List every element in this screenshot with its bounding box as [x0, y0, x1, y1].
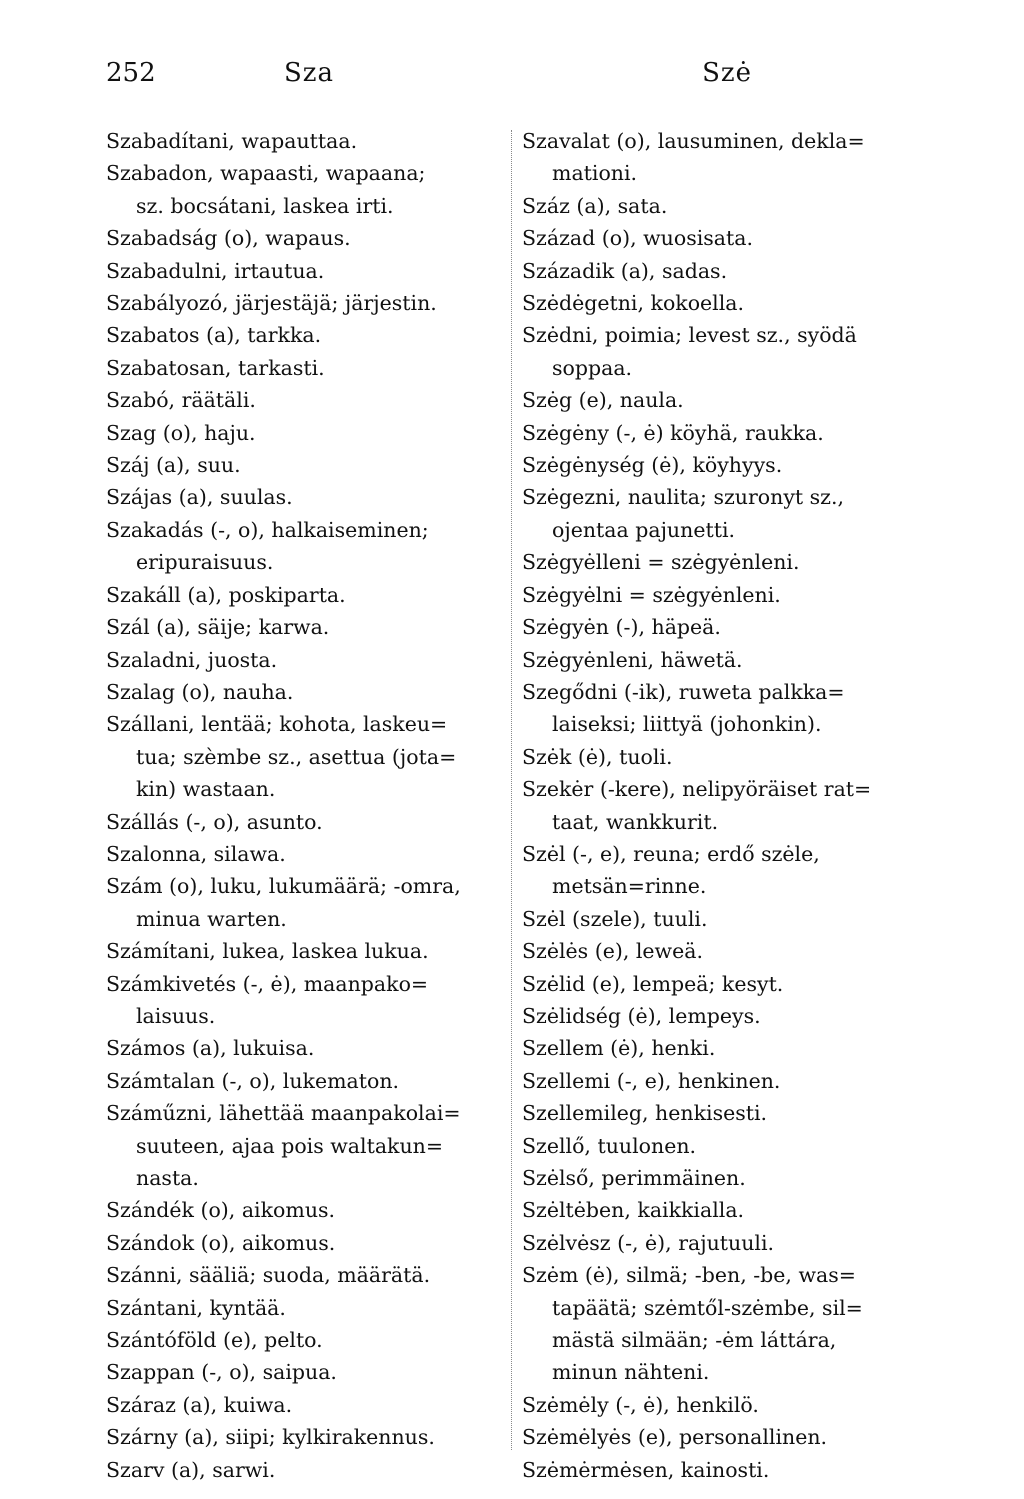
- dictionary-entry: [522, 449, 902, 481]
- entry-line-1: Szellem (ė), henki.: [522, 1036, 716, 1061]
- dictionary-entry: [106, 1292, 506, 1324]
- entry-line-1: Szėgyėlleni = szėgyėnleni.: [522, 550, 800, 575]
- dictionary-entry: [522, 1032, 902, 1064]
- entry-line-1: Szėgėnység (ė), köyhyys.: [522, 453, 783, 478]
- entry-line-1: Szėlidség (ė), lempeys.: [522, 1003, 761, 1028]
- dictionary-entry: [106, 1032, 506, 1064]
- entry-line-2: ojentaa pajunetti.: [552, 517, 736, 542]
- dictionary-entry: [522, 1130, 902, 1162]
- dictionary-entry: [522, 838, 902, 903]
- dictionary-entry: [522, 611, 902, 643]
- entry-line-2: soppaa.: [552, 355, 633, 380]
- entry-line-1: Szalag (o), nauha.: [106, 679, 294, 704]
- entry-line-1: Századik (a), sadas.: [522, 258, 728, 283]
- entry-line-1: Szėgyėnleni, häwetä.: [522, 647, 743, 672]
- dictionary-entry: [522, 287, 902, 319]
- entry-line-1: Szėmėly (-, ė), henkilö.: [522, 1392, 759, 1417]
- entry-line-1: Számítani, lukea, laskea lukua.: [106, 939, 429, 964]
- right-guide-word: Szė: [702, 58, 752, 88]
- dictionary-entry: [106, 838, 506, 870]
- entry-line-2: laisuus.: [136, 1003, 216, 1028]
- dictionary-entry: [106, 1194, 506, 1226]
- entry-line-2: mationi.: [552, 161, 638, 186]
- dictionary-entry: [106, 968, 506, 1033]
- entry-line-1: Szám (o), luku, lukumäärä; -omra,: [106, 874, 461, 899]
- entry-line-1: Számos (a), lukuisa.: [106, 1036, 315, 1061]
- dictionary-entry: [522, 546, 902, 578]
- dictionary-entry: [522, 222, 902, 254]
- dictionary-entry: [522, 1421, 902, 1453]
- entry-line-1: Szabadítani, wapauttaa.: [106, 129, 358, 153]
- entry-line-1: Szėltėben, kaikkialla.: [522, 1198, 745, 1223]
- entry-line-2: metsän=rinne.: [552, 874, 707, 899]
- entry-line-1: Szėgyėn (-), häpeä.: [522, 615, 721, 640]
- entry-line-1: Számtalan (-, o), lukematon.: [106, 1068, 400, 1093]
- dictionary-entry: [106, 481, 506, 513]
- entry-line-1: Szándok (o), aikomus.: [106, 1230, 336, 1255]
- dictionary-entry: [106, 255, 506, 287]
- dictionary-entry: [522, 1389, 902, 1421]
- left-guide-word: Sza: [284, 58, 335, 88]
- entry-line-1: Száraz (a), kuiwa.: [106, 1392, 293, 1417]
- dictionary-entry: [522, 255, 902, 287]
- dictionary-entry: [522, 644, 902, 676]
- dictionary-entry: [522, 417, 902, 449]
- entry-line-1: Száműzni, lähettää maanpakolai=: [106, 1101, 461, 1126]
- entry-line-1: Szánni, sääliä; suoda, määrätä.: [106, 1263, 431, 1288]
- dictionary-entry: [106, 287, 506, 319]
- dictionary-entry: [106, 1259, 506, 1291]
- entry-line-1: Szarv (a), sarwi.: [106, 1457, 276, 1482]
- dictionary-entry: [522, 773, 902, 838]
- dictionary-entry: [106, 1065, 506, 1097]
- dictionary-entry: [106, 1454, 506, 1486]
- dictionary-entry: [106, 125, 506, 157]
- dictionary-entry: [522, 1000, 902, 1032]
- dictionary-entry: [106, 1389, 506, 1421]
- dictionary-entry: [106, 1421, 506, 1453]
- entry-line-2: suuteen, ajaa pois waltakun=: [136, 1133, 444, 1158]
- dictionary-entry: [522, 676, 902, 741]
- entry-line-3: mästä silmään; -ėm láttára,: [552, 1328, 837, 1353]
- entry-line-1: Szėl (szele), tuuli.: [522, 906, 708, 931]
- entry-line-2: taat, wankkurit.: [552, 809, 719, 834]
- entry-line-2: tua; szèmbe sz., asettua (jota=: [136, 744, 457, 769]
- entry-line-1: Szaladni, juosta.: [106, 647, 278, 672]
- entry-line-1: Szėdėgetni, kokoella.: [522, 291, 745, 316]
- entry-line-1: Szėdni, poimia; levest sz., syödä: [522, 323, 857, 348]
- entry-line-1: Szėlső, perimmäinen.: [522, 1166, 746, 1190]
- entry-line-3: nasta.: [136, 1166, 199, 1190]
- dictionary-entry: [522, 481, 902, 546]
- entry-line-1: Szájas (a), suulas.: [106, 485, 293, 510]
- dictionary-entry: [106, 579, 506, 611]
- entry-line-1: Szėgėny (-, ė) köyhä, raukka.: [522, 420, 824, 445]
- dictionary-entry: [522, 1454, 902, 1486]
- dictionary-entry: [106, 417, 506, 449]
- entry-line-1: Szántani, kyntää.: [106, 1295, 286, 1320]
- dictionary-entry: [522, 125, 902, 190]
- right-column: [522, 125, 902, 1486]
- entry-line-1: Száz (a), sata.: [522, 193, 668, 218]
- page-number: 252: [106, 58, 156, 88]
- entry-line-2: laiseksi; liittyä (johonkin).: [552, 712, 822, 737]
- dictionary-entry: [106, 676, 506, 708]
- entry-line-1: Szekėr (-kere), nelipyöräiset rat=: [522, 777, 872, 802]
- dictionary-entry: [522, 741, 902, 773]
- entry-line-2: minua warten.: [136, 906, 287, 931]
- dictionary-entry: [522, 1097, 902, 1129]
- entry-line-1: Szellő, tuulonen.: [522, 1133, 697, 1158]
- entry-line-1: Szėlid (e), lempeä; kesyt.: [522, 971, 784, 996]
- dictionary-entry: [106, 352, 506, 384]
- entry-line-1: Szėk (ė), tuoli.: [522, 744, 673, 769]
- entry-line-1: Szėgezni, naulita; szuronyt sz.,: [522, 485, 845, 510]
- entry-line-1: Szállás (-, o), asunto.: [106, 809, 323, 834]
- entry-line-1: Szántóföld (e), pelto.: [106, 1328, 323, 1353]
- entry-line-3: kin) wastaan.: [136, 777, 276, 802]
- dictionary-entry: [106, 1356, 506, 1388]
- dictionary-entry: [106, 449, 506, 481]
- entry-line-1: Szabó, räätäli.: [106, 388, 256, 413]
- entry-line-1: Szalonna, silawa.: [106, 841, 286, 866]
- entry-line-1: Szėg (e), naula.: [522, 388, 684, 413]
- dictionary-entry: [522, 1162, 902, 1194]
- entry-line-1: Szellemileg, henkisesti.: [522, 1101, 768, 1126]
- entry-line-2: tapäätä; szėmtől-szėmbe, sil=: [552, 1295, 863, 1320]
- entry-line-1: Szabadság (o), wapaus.: [106, 226, 351, 251]
- entry-line-1: Szappan (-, o), saipua.: [106, 1360, 337, 1385]
- dictionary-entry: [106, 157, 506, 222]
- entry-line-1: Szárny (a), siipi; kylkirakennus.: [106, 1425, 435, 1450]
- entry-line-1: Szakáll (a), poskiparta.: [106, 582, 346, 607]
- entry-line-1: Szavalat (o), lausuminen, dekla=: [522, 129, 865, 153]
- page-header: [106, 58, 896, 98]
- dictionary-entry: [106, 806, 506, 838]
- entry-line-2: eripuraisuus.: [136, 550, 274, 575]
- entry-line-1: Szabadon, wapaasti, wapaana;: [106, 161, 426, 186]
- entry-line-1: Szellemi (-, e), henkinen.: [522, 1068, 781, 1093]
- entry-line-1: Szėmėrmėsen, kainosti.: [522, 1457, 770, 1482]
- entry-line-1: Szándék (o), aikomus.: [106, 1198, 336, 1223]
- entry-line-1: Szėl (-, e), reuna; erdő szėle,: [522, 841, 820, 866]
- entry-line-1: Szėgyėlni = szėgyėnleni.: [522, 582, 781, 607]
- entry-line-2: sz. bocsátani, laskea irti.: [136, 193, 394, 218]
- dictionary-entry: [106, 1227, 506, 1259]
- left-column: [106, 125, 506, 1486]
- entry-line-1: Szėm (ė), silmä; -ben, -be, was=: [522, 1263, 856, 1288]
- dictionary-entry: [106, 870, 506, 935]
- dictionary-entry: [522, 1259, 902, 1389]
- dictionary-entry: [522, 579, 902, 611]
- dictionary-entry: [522, 384, 902, 416]
- dictionary-entry: [106, 514, 506, 579]
- entry-line-1: Számkivetés (-, ė), maanpako=: [106, 971, 429, 996]
- entry-line-1: Század (o), wuosisata.: [522, 226, 753, 251]
- dictionary-entry: [106, 384, 506, 416]
- entry-line-1: Szabályozó, järjestäjä; järjestin.: [106, 291, 437, 316]
- entry-line-1: Szál (a), säije; karwa.: [106, 615, 330, 640]
- dictionary-entry: [106, 319, 506, 351]
- entry-line-1: Száj (a), suu.: [106, 453, 241, 478]
- dictionary-entry: [522, 935, 902, 967]
- entry-line-1: Szegődni (-ik), ruweta palkka=: [522, 679, 845, 704]
- entry-line-1: Szakadás (-, o), halkaiseminen;: [106, 517, 429, 542]
- dictionary-entry: [522, 1227, 902, 1259]
- column-divider: [511, 130, 512, 1450]
- entry-line-1: Szag (o), haju.: [106, 420, 256, 445]
- entry-line-4: minun nähteni.: [552, 1360, 710, 1385]
- dictionary-entry: [522, 968, 902, 1000]
- entry-line-1: Szabatosan, tarkasti.: [106, 355, 325, 380]
- entry-line-1: Szėlvėsz (-, ė), rajutuuli.: [522, 1230, 775, 1255]
- dictionary-entry: [106, 644, 506, 676]
- dictionary-entry: [106, 611, 506, 643]
- dictionary-entry: [522, 319, 902, 384]
- dictionary-entry: [522, 903, 902, 935]
- dictionary-entry: [106, 1097, 506, 1194]
- dictionary-entry: [106, 935, 506, 967]
- entry-line-1: Szėlės (e), leweä.: [522, 939, 703, 964]
- dictionary-entry: [522, 190, 902, 222]
- entry-line-1: Szabadulni, irtautua.: [106, 258, 325, 283]
- entry-line-1: Szabatos (a), tarkka.: [106, 323, 322, 348]
- dictionary-entry: [522, 1065, 902, 1097]
- dictionary-entry: [106, 1324, 506, 1356]
- entry-line-1: Szállani, lentää; kohota, laskeu=: [106, 712, 448, 737]
- dictionary-entry: [106, 222, 506, 254]
- entry-line-1: Szėmėlyės (e), personallinen.: [522, 1425, 828, 1450]
- dictionary-entry: [522, 1194, 902, 1226]
- dictionary-entry: [106, 708, 506, 805]
